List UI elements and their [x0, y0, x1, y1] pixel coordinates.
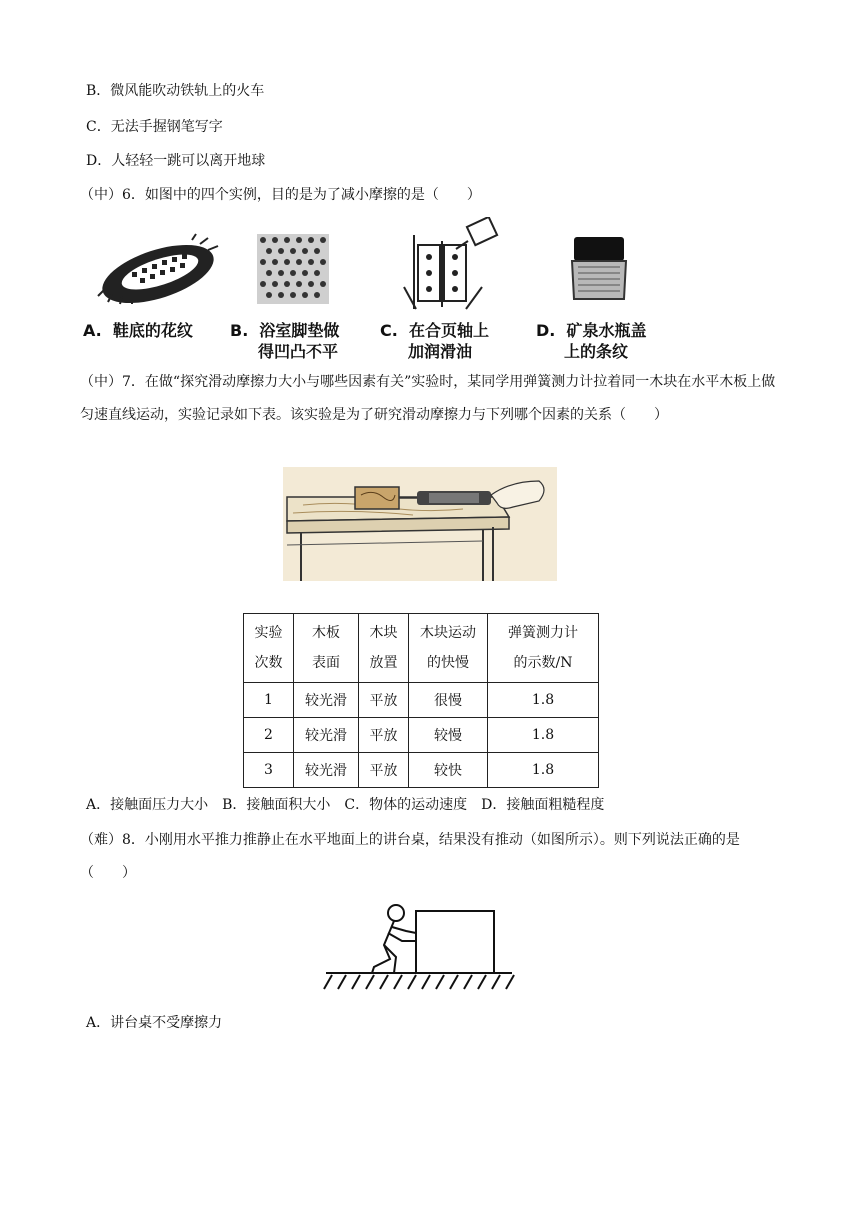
q7-options: A．接触面压力大小 B．接触面积大小 C．物体的运动速度 D．接触面粗糙程度 [86, 797, 605, 813]
table-cell: 平放 [359, 683, 409, 718]
table-row [244, 753, 599, 788]
hinge-oil-icon [400, 217, 500, 311]
table-cell: 2 [244, 718, 294, 753]
q8-stem: （难）8．小刚用水平推力推静止在水平地面上的讲台桌，结果没有推动（如图所示）。则下列说法正确的是（ ） [80, 832, 740, 881]
q6-option-letter: C. [380, 321, 398, 340]
q6-option-text: 鞋底的花纹 [112, 321, 193, 340]
q6-option-letter: D. [536, 321, 556, 340]
table-cell: 较光滑 [294, 718, 359, 753]
q6-option-text-2: 加润滑油 [408, 342, 473, 361]
table-row [244, 718, 599, 753]
table-header-cell: 木板 表面 [294, 614, 359, 683]
table-cell: 1.8 [488, 718, 599, 753]
table-header-cell: 木块运动 的快慢 [409, 614, 488, 683]
table-header-cell: 木块 放置 [359, 614, 409, 683]
q5-option-d: D．人轻轻一跳可以离开地球 [86, 153, 266, 169]
table-row [244, 683, 599, 718]
q6-option-text-2: 得凹凸不平 [258, 342, 339, 361]
shoe-sole-icon [96, 232, 226, 310]
q6-option-text-2: 上的条纹 [564, 342, 629, 361]
pushing-desk-figure [322, 901, 518, 995]
q6-option-text: 在合页轴上 [408, 321, 489, 340]
table-cell: 1 [244, 683, 294, 718]
experiment-table [243, 613, 599, 788]
q8-option-a: A．讲台桌不受摩擦力 [86, 1015, 223, 1031]
table-cell: 较快 [409, 753, 488, 788]
q6-caption-a [83, 320, 193, 341]
q6-option-text: 浴室脚垫做 [259, 321, 340, 340]
table-cell: 3 [244, 753, 294, 788]
table-cell: 较慢 [409, 718, 488, 753]
q5-option-b: B．微风能吹动铁轨上的火车 [86, 83, 265, 99]
experiment-photo [283, 467, 557, 581]
table-cell: 较光滑 [294, 753, 359, 788]
bottle-cap-icon [570, 237, 628, 303]
q6-option-text: 矿泉水瓶盖 [566, 321, 647, 340]
q5-option-c: C．无法手握钢笔写字 [86, 119, 223, 135]
table-cell: 平放 [359, 753, 409, 788]
table-cell: 1.8 [488, 753, 599, 788]
table-cell: 平放 [359, 718, 409, 753]
table-cell: 较光滑 [294, 683, 359, 718]
q6-option-letter: B. [230, 321, 249, 340]
q6-option-letter: A. [83, 321, 102, 340]
q6-caption-b [230, 320, 339, 362]
table-header-row [244, 614, 599, 683]
table-cell: 1.8 [488, 683, 599, 718]
q6-stem: （中）6．如图中的四个实例，目的是为了减小摩擦的是（ ） [80, 187, 481, 203]
table-header-cell: 弹簧测力计 的示数/N [488, 614, 599, 683]
q7-stem: （中）7．在做“探究滑动摩擦力大小与哪些因素有关”实验时，某同学用弹簧测力计拉着同一木块在水平木板上做匀速直线运动，实验记录如下表。该实验是为了研究滑动摩擦力与下列哪个因素的关系（ ） [80, 374, 776, 423]
q6-caption-d [536, 320, 647, 362]
table-header-cell: 实验 次数 [244, 614, 294, 683]
bath-mat-icon [257, 234, 329, 304]
table-cell: 很慢 [409, 683, 488, 718]
q6-caption-c [380, 320, 489, 362]
